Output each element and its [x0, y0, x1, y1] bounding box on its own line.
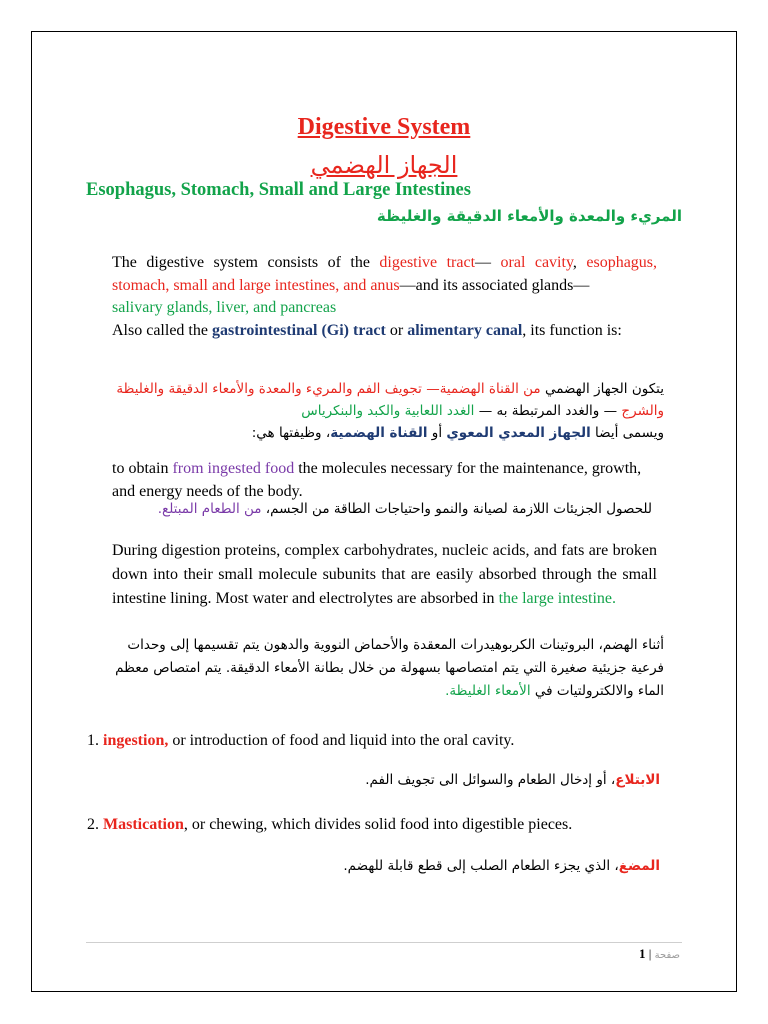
page-footer: صفحة | 1 — [639, 946, 680, 961]
paragraph-function-arabic: للحصول الجزيئات اللازمة لصيانة والنمو واحتياجات الطاقة من الجسم، من الطعام المبتلع. — [157, 501, 652, 517]
list-item-mastication: 2. Mastication, or chewing, which divides solid food into digestible pieces. — [87, 816, 573, 833]
term-mastication: Mastication — [103, 816, 184, 833]
paragraph-digestive-system: The digestive system consists of the digestive tract— oral cavity, esophagus, stomach, small and large intestines, and anus—and its associated glands— salivary glands, liver, and pancreas Also called the gastrointestinal (Gi) tract or alimentary canal, its function is: — [112, 254, 658, 339]
paragraph-digestion: During digestion proteins, complex carbohydrates, nucleic acids, and fats are broken down into their small molecule subunits that are easily absorbed through the small intestine lining. Most water and electrolytes are absorbed in the large intestine. — [112, 542, 657, 607]
paragraph-digestive-system-arabic: يتكون الجهاز الهضمي من القناة الهضمية— تجويف الفم والمريء والمعدة والأمعاء الدقيقة والغليظة والشرج — والغدد المرتبطة به — الغدد اللعابية والكبد والبنكرياس ويسمى أيضا الجهاز المعدي المعوي أو القناة الهضمية، وظيفتها هي: — [116, 381, 664, 441]
list-item-ingestion: 1. ingestion, or introduction of food and liquid into the oral cavity. — [87, 732, 515, 749]
paragraph-function: to obtain from ingested food the molecules necessary for the maintenance, growth, and energy needs of the body. — [112, 460, 642, 500]
term-ingestion: ingestion, — [103, 732, 169, 749]
page-label: صفحة — [654, 950, 680, 961]
list-item-mastication-arabic: المضغ، الذي يجزء الطعام الصلب إلى قطع قابلة للهضم. — [343, 858, 660, 874]
term-gi-tract: gastrointestinal (Gi) tract — [211, 321, 386, 339]
title-arabic: الجهاز الهضمي — [310, 151, 458, 179]
paragraph-digestion-arabic: أثناء الهضم، البروتينات الكربوهيدرات المعقدة والأحماض النووية والدهون يتم تقسيمها إلى وحدات فرعية جزيئية صغيرة التي يتم امتصاصها بسهولة من خلال بطانة الأمعاء الدقيقة. يتم امتصاص معظم الماء والالكترولتيات في الأمعاء الغليظة. — [115, 637, 664, 699]
term-associated-glands: salivary glands, liver, and pancreas — [112, 299, 337, 316]
term-large-intestine: the large intestine. — [498, 590, 617, 607]
footer-divider — [86, 942, 682, 943]
list-item-ingestion-arabic: الابتلاع، أو إدخال الطعام والسوائل الى تجويف الفم. — [365, 772, 660, 788]
term-alimentary-canal: alimentary canal — [407, 321, 523, 339]
term-from-ingested-food: from ingested food — [172, 460, 295, 477]
subtitle-english: Esophagus, Stomach, Small and Large Intestines — [86, 180, 471, 200]
page-number: 1 — [639, 946, 646, 961]
term-digestive-tract: digestive tract — [379, 254, 476, 271]
title-english: Digestive System — [297, 114, 471, 140]
subtitle-arabic: المريء والمعدة والأمعاء الدقيقة والغليظة — [376, 207, 682, 225]
